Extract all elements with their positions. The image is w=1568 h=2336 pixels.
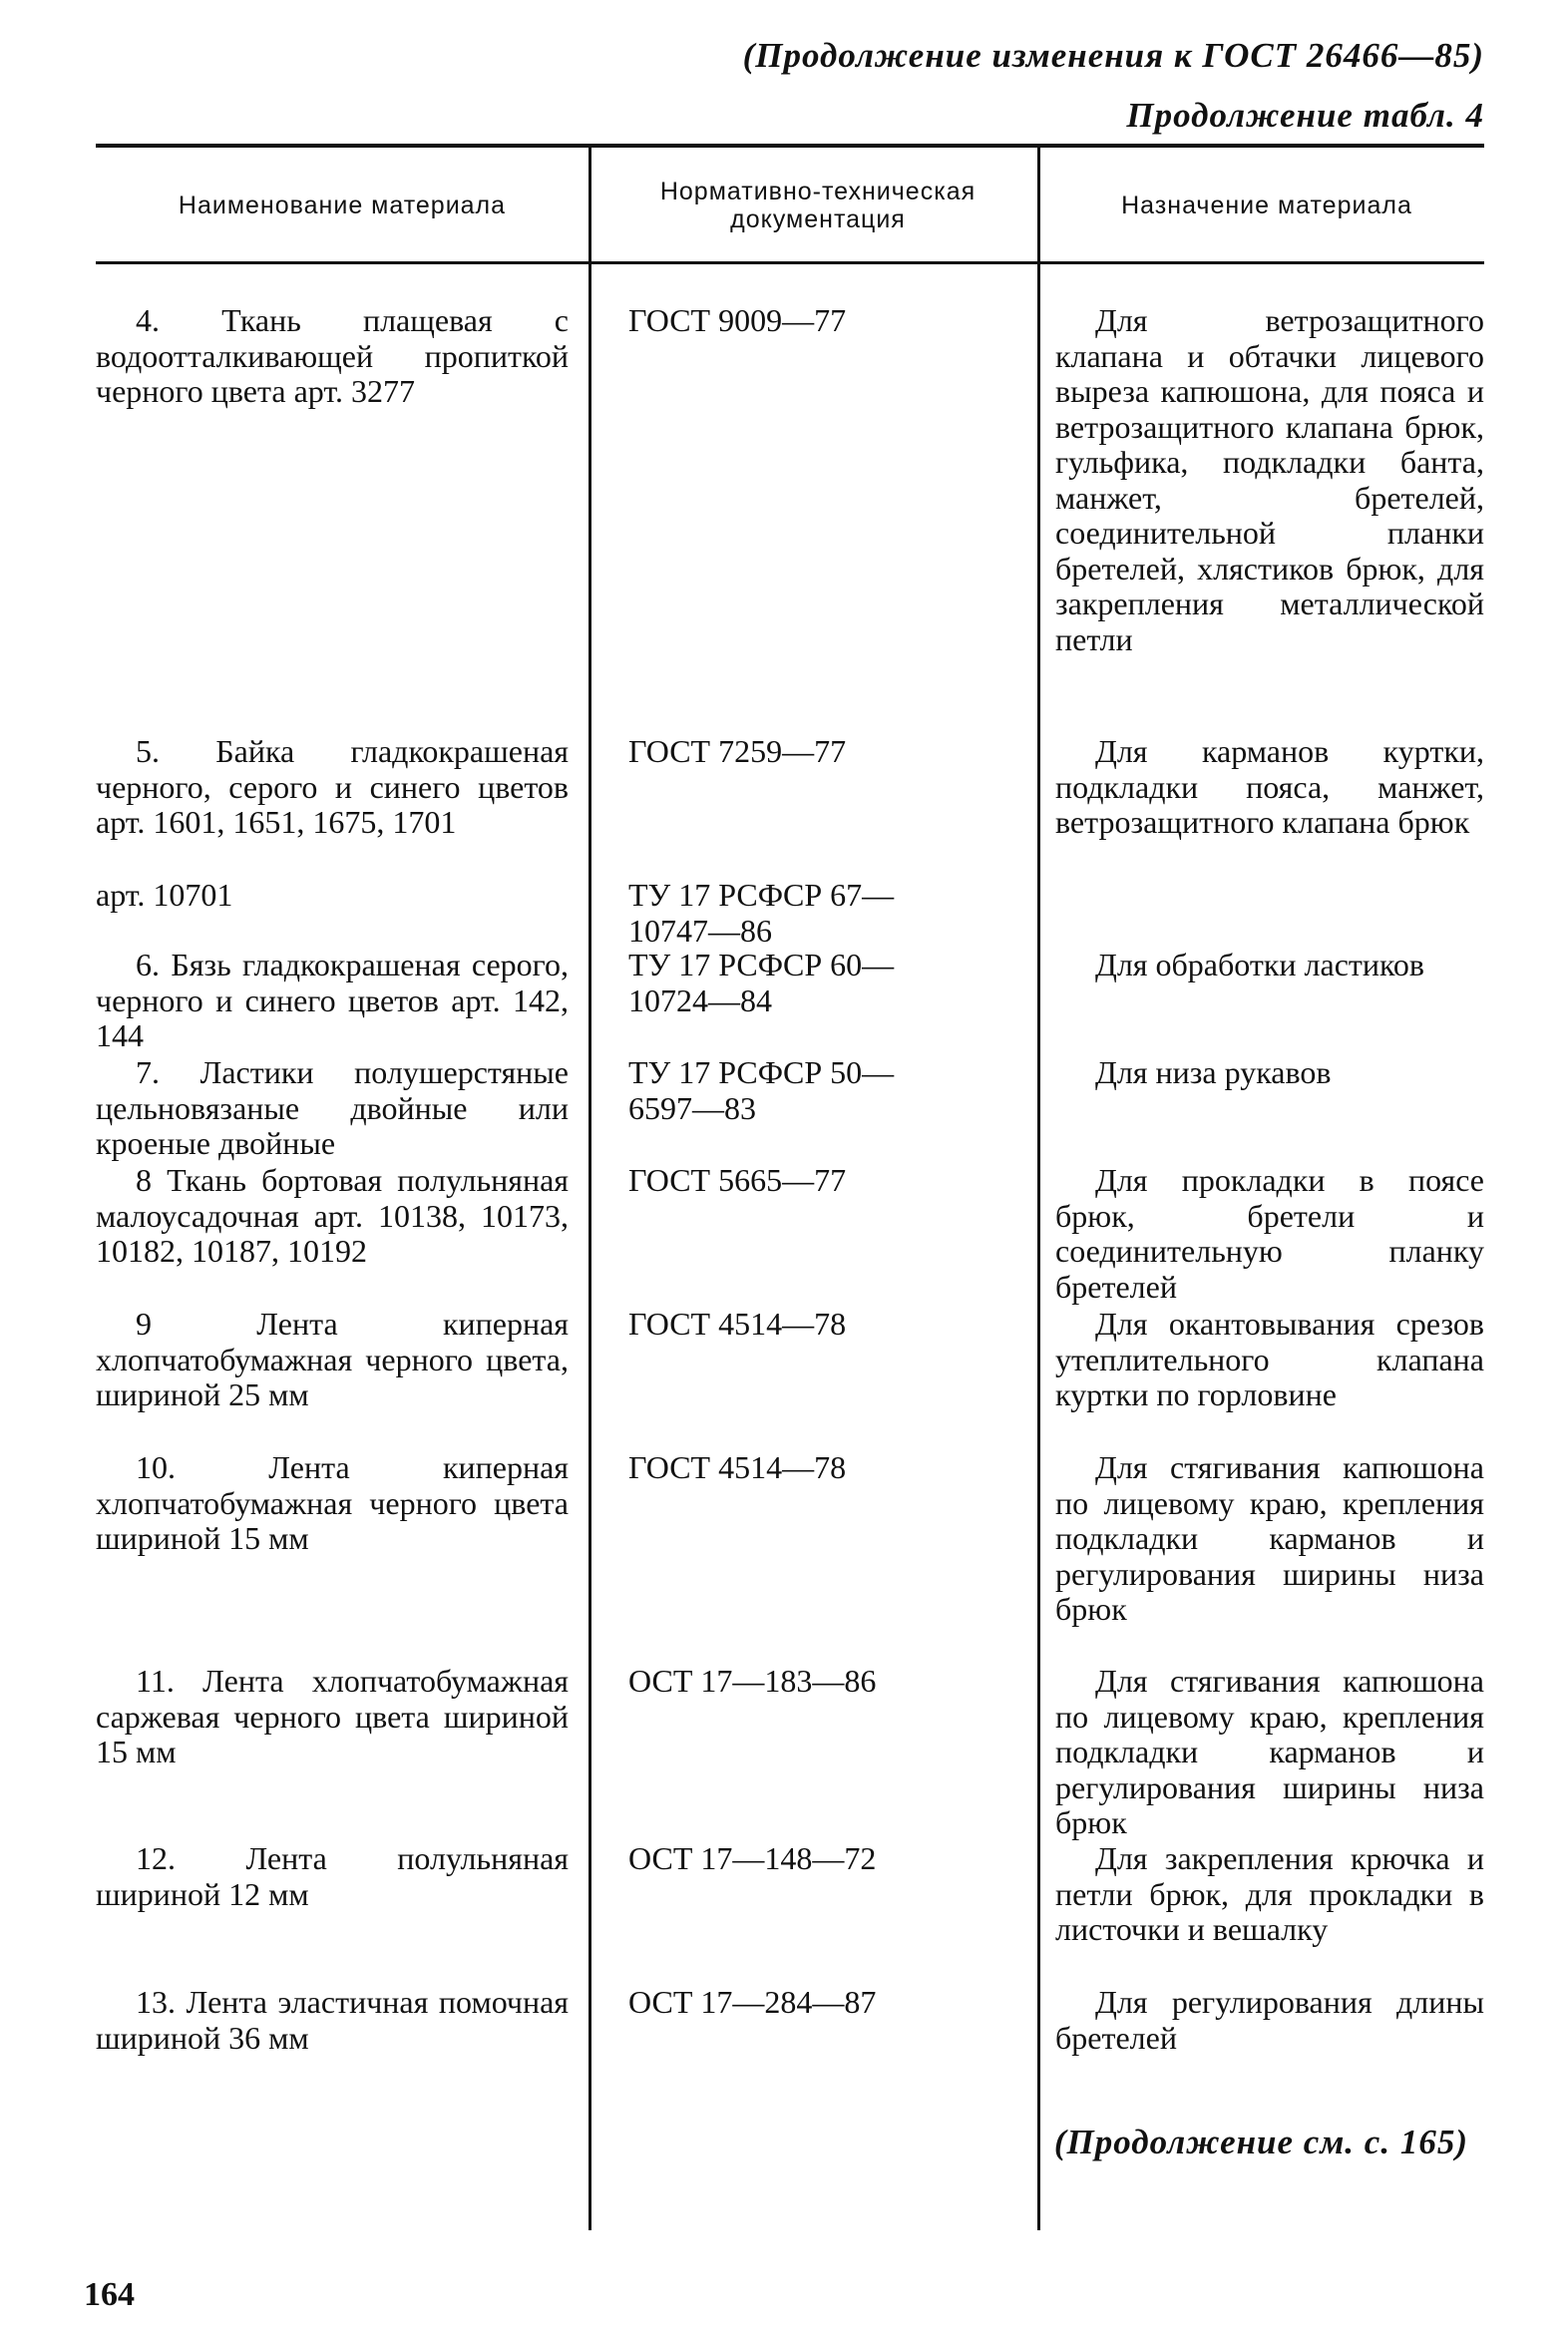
purpose-cell: Для ветрозащитного клапана и обтачки лицевого выреза капюшона, для пояса и ветрозащитного клапана брюк, гульфика, подкладки банта, манжет, бретелей, соединительной планки бретелей, хлястиков брюк, для закрепления металлической петли [1055,302,1484,657]
purpose-cell: Для стягивания капюшона по лицевому краю, крепления подкладки карманов и регулирования ширины низа брюк [1055,1449,1484,1627]
continuation-note: (Продолжение см. с. 165) [1053,2123,1468,2161]
documentation-cell: ТУ 17 РСФСР 50—6597—83 [628,1054,895,1126]
material-cell: 10. Лента киперная хлопчатобумажная черного цвета шириной 15 мм [96,1449,569,1556]
purpose-cell: Для регулирования длины бретелей [1055,1984,1484,2056]
column-divider-2 [1037,146,1040,2230]
material-cell: 6. Бязь гладкокрашеная серого, черного и синего цветов арт. 142, 144 [96,947,569,1053]
material-cell: 7. Ластики полушерстяные цельновязаные двойные или кроеные двойные [96,1054,569,1161]
table-top-border [96,144,1484,148]
column-header-purpose: Назначение материала [1121,192,1412,219]
documentation-cell: ОСТ 17—148—72 [628,1840,877,1876]
purpose-cell: Для стягивания капюшона по лицевому краю, крепления подкладки карманов и регулирования ширины низа брюк [1055,1663,1484,1840]
column-divider-1 [588,146,591,2230]
material-cell: 13. Лента эластичная помочная шириной 36 мм [96,1984,569,2056]
table-continuation-label: Продолжение табл. 4 [1126,96,1484,135]
material-cell: 5. Байка гладкокрашеная черного, серого и синего цветов арт. 1601, 1651, 1675, 1701 [96,733,569,840]
documentation-cell: ГОСТ 9009—77 [628,302,847,338]
material-cell: арт. 10701 [96,877,233,913]
documentation-cell: ТУ 17 РСФСР 60—10724—84 [628,947,895,1018]
purpose-cell: Для закрепления крючка и петли брюк, для прокладки в листочки и вешалку [1055,1840,1484,1947]
purpose-cell: Для карманов куртки, подкладки пояса, манжет, ветрозащитного клапана брюк [1055,733,1484,840]
documentation-cell: ГОСТ 5665—77 [628,1162,847,1198]
documentation-cell: ГОСТ 4514—78 [628,1449,847,1485]
material-cell: 12. Лента полульняная шириной 12 мм [96,1840,569,1912]
purpose-cell: Для прокладки в поясе брюк, бретели и соединительную планку бретелей [1055,1162,1484,1305]
document-reference-header: (Продолжение изменения к ГОСТ 26466—85) [742,36,1484,75]
material-cell: 9 Лента киперная хлопчатобумажная черного цвета, шириной 25 мм [96,1306,569,1412]
material-cell: 4. Ткань плащевая с водоотталкивающей пропиткой черного цвета арт. 3277 [96,302,569,409]
purpose-cell: Для низа рукавов [1095,1054,1332,1090]
documentation-cell: ОСТ 17—183—86 [628,1663,877,1699]
column-header-material: Наименование материала [178,192,507,219]
page-number: 164 [84,2276,135,2313]
column-header-documentation: Нормативно-техническая документация [659,178,977,233]
material-cell: 11. Лента хлопчатобумажная саржевая черного цвета шириной 15 мм [96,1663,569,1769]
purpose-cell: Для обработки ластиков [1095,947,1425,982]
documentation-cell: ТУ 17 РСФСР 67—10747—86 [628,877,895,949]
purpose-cell: Для окантовывания срезов утеплительного клапана куртки по горловине [1055,1306,1484,1412]
documentation-cell: ГОСТ 7259—77 [628,733,847,769]
documentation-cell: ОСТ 17—284—87 [628,1984,877,2020]
documentation-cell: ГОСТ 4514—78 [628,1306,847,1342]
table-header-border [96,261,1484,264]
material-cell: 8 Ткань бортовая полульняная малоусадочная арт. 10138, 10173, 10182, 10187, 10192 [96,1162,569,1269]
